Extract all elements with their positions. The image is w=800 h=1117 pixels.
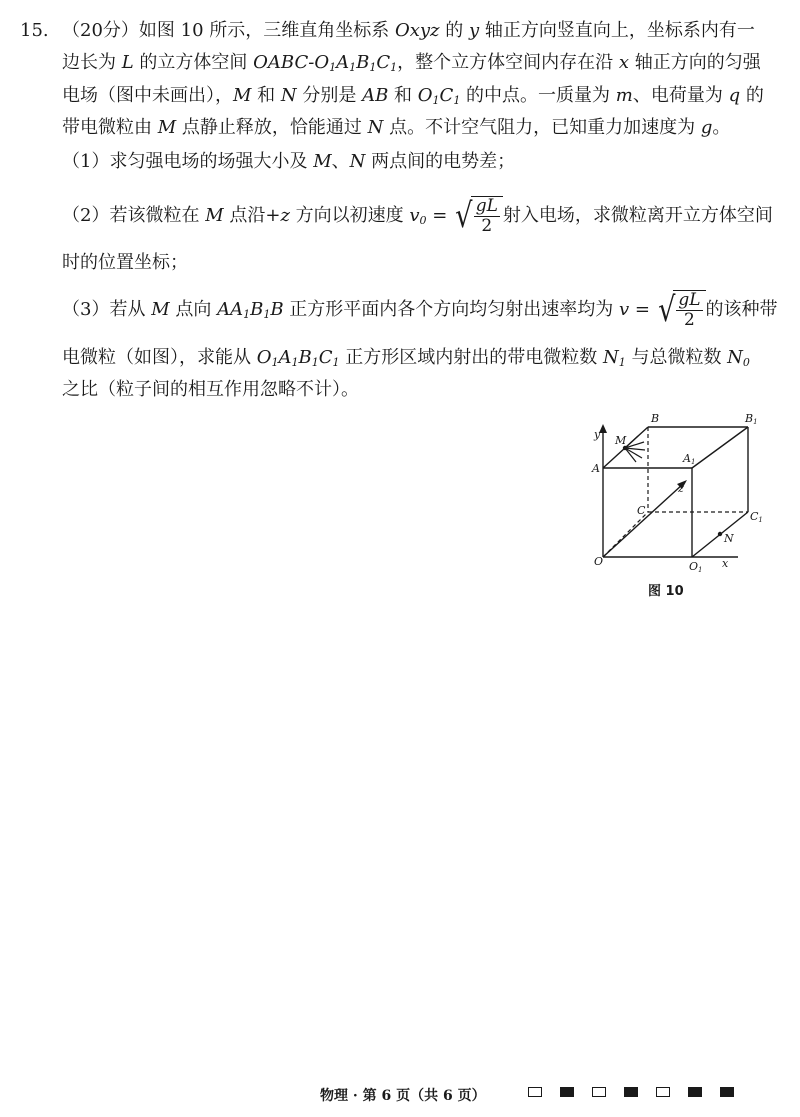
text: （3）若从	[62, 299, 152, 320]
text: （2）若该微粒在	[62, 205, 206, 226]
label-y: y	[594, 428, 601, 441]
variable-L: L	[121, 52, 134, 73]
label-O: O	[594, 555, 604, 568]
text: 两点间的电势差；	[365, 151, 516, 172]
text: 的	[740, 85, 764, 106]
question-line-4	[62, 115, 762, 141]
label-O1: O1	[689, 560, 703, 574]
text: 点向	[169, 299, 218, 320]
text: 点静止释放，恰能通过	[176, 117, 368, 138]
variable-m: m	[615, 85, 633, 106]
part-2	[62, 196, 773, 236]
label-B1: B1	[745, 412, 758, 426]
page-footer: 物理 · 第 6 页（共 6 页）	[320, 1088, 486, 1104]
part-3-line-3: 之比（粒子间的相互作用忽略不计）。	[62, 379, 359, 400]
scan-mark-2	[560, 1087, 574, 1097]
fraction-denominator: 2	[481, 216, 493, 236]
part-1	[62, 149, 762, 175]
coordinate-system-name: Oxyz	[394, 20, 440, 41]
text: 点。不计空气阻力，已知重力加速度为	[383, 117, 701, 138]
figure-caption: 图 10	[648, 584, 684, 599]
label-z: z	[678, 482, 684, 495]
label-B: B	[651, 412, 660, 425]
label-A1: A1	[683, 452, 696, 466]
point-N: N	[367, 117, 384, 138]
question-score: （20分）	[62, 20, 139, 41]
point-M: M	[205, 205, 224, 226]
label-x: x	[722, 557, 729, 570]
text: 如图 10 所示，三维直角坐标系	[138, 20, 395, 41]
part-3	[62, 290, 778, 330]
sqrt-fraction	[656, 290, 706, 330]
question-line-1	[62, 18, 762, 44]
fraction-denominator: 2	[684, 310, 695, 330]
text: 的	[439, 20, 469, 41]
text: 电微粒（如图），求能从	[62, 347, 257, 368]
cube-diagram	[588, 412, 778, 577]
variable-g: g	[700, 117, 713, 138]
axis-name: z	[280, 205, 290, 226]
label-C: C	[637, 504, 646, 517]
text: 电场（图中未画出），	[62, 85, 233, 106]
text: 射入电场，求微粒离开立方体空间	[502, 205, 773, 226]
label-M: M	[615, 434, 627, 447]
part-3-line-2	[62, 345, 762, 376]
question-number: 15.	[20, 20, 49, 41]
text: 点沿+	[223, 205, 281, 226]
point-N-dot	[718, 532, 722, 536]
fraction-numerator: gL	[678, 290, 701, 310]
fraction-numerator: gL	[475, 196, 498, 216]
equals-sign: =	[426, 205, 454, 226]
axis-name: x	[618, 52, 629, 73]
scan-mark-1	[528, 1087, 542, 1097]
emission-rays	[625, 436, 645, 462]
part-2-line-2: 时的位置坐标；	[62, 252, 188, 273]
text: ，整个立方体空间内存在沿	[397, 52, 619, 73]
text: 的中点。一质量为	[460, 85, 616, 106]
hidden-edge-OC	[603, 512, 648, 557]
radical-icon: √	[455, 196, 473, 236]
radical-icon: √	[657, 290, 676, 330]
plane-AA1B1B: $AA_1B_1B$	[217, 299, 284, 321]
N0-symbol: $N_0$	[727, 347, 750, 369]
text: 的该种带	[705, 299, 778, 320]
scan-marks	[528, 1087, 734, 1097]
text: 与总微粒数	[625, 347, 728, 368]
scan-mark-4	[624, 1087, 638, 1097]
point-N: N	[280, 85, 297, 106]
text: 和	[251, 85, 281, 106]
N1-symbol: $N_1$	[602, 347, 626, 369]
question-line-2	[62, 50, 762, 81]
text: （1）求匀强电场的场强大小及	[62, 151, 314, 172]
label-N: N	[724, 532, 734, 545]
text: 分别是	[296, 85, 363, 106]
z-axis	[603, 484, 683, 557]
scan-mark-5	[656, 1087, 670, 1097]
text: 和	[388, 85, 418, 106]
text: 方向以初速度	[289, 205, 410, 226]
variable-q: q	[728, 85, 741, 106]
cube-name: OABC-$O_1A_1B_1C_1$	[253, 52, 398, 74]
v0-symbol: $v_0$	[409, 205, 427, 227]
text: 。	[712, 117, 731, 138]
text: 带电微粒由	[62, 117, 158, 138]
variable-v: v	[619, 299, 630, 320]
segment-AB: AB	[362, 85, 389, 106]
label-A: A	[592, 462, 600, 475]
scan-mark-6	[688, 1087, 702, 1097]
edge-A1B1	[692, 427, 748, 468]
text: 的立方体空间	[133, 52, 254, 73]
text: 、	[331, 151, 350, 172]
sqrt-fraction	[453, 196, 503, 236]
equals-sign: =	[629, 299, 656, 320]
text: 边长为	[62, 52, 122, 73]
label-C1: C1	[750, 510, 763, 524]
text: 正方形平面内各个方向均匀射出速率均为	[283, 299, 619, 320]
text: 、电荷量为	[632, 85, 729, 106]
point-N: N	[349, 151, 366, 172]
scan-mark-7	[720, 1087, 734, 1097]
axis-name: y	[469, 20, 480, 41]
question-line-3	[62, 83, 762, 114]
point-M: M	[313, 151, 332, 172]
text: 正方形区域内射出的带电微粒数	[339, 347, 603, 368]
text: 轴正方向竖直向上，坐标系内有一	[479, 20, 755, 41]
region-O1A1B1C1: $O_1A_1B_1C_1$	[256, 347, 340, 369]
point-M: M	[233, 85, 252, 106]
point-M: M	[157, 117, 177, 138]
scan-mark-3	[592, 1087, 606, 1097]
point-M: M	[151, 299, 170, 320]
segment-O1C1: $O_1C_1$	[417, 85, 461, 107]
text: 轴正方向的匀强	[628, 52, 761, 73]
